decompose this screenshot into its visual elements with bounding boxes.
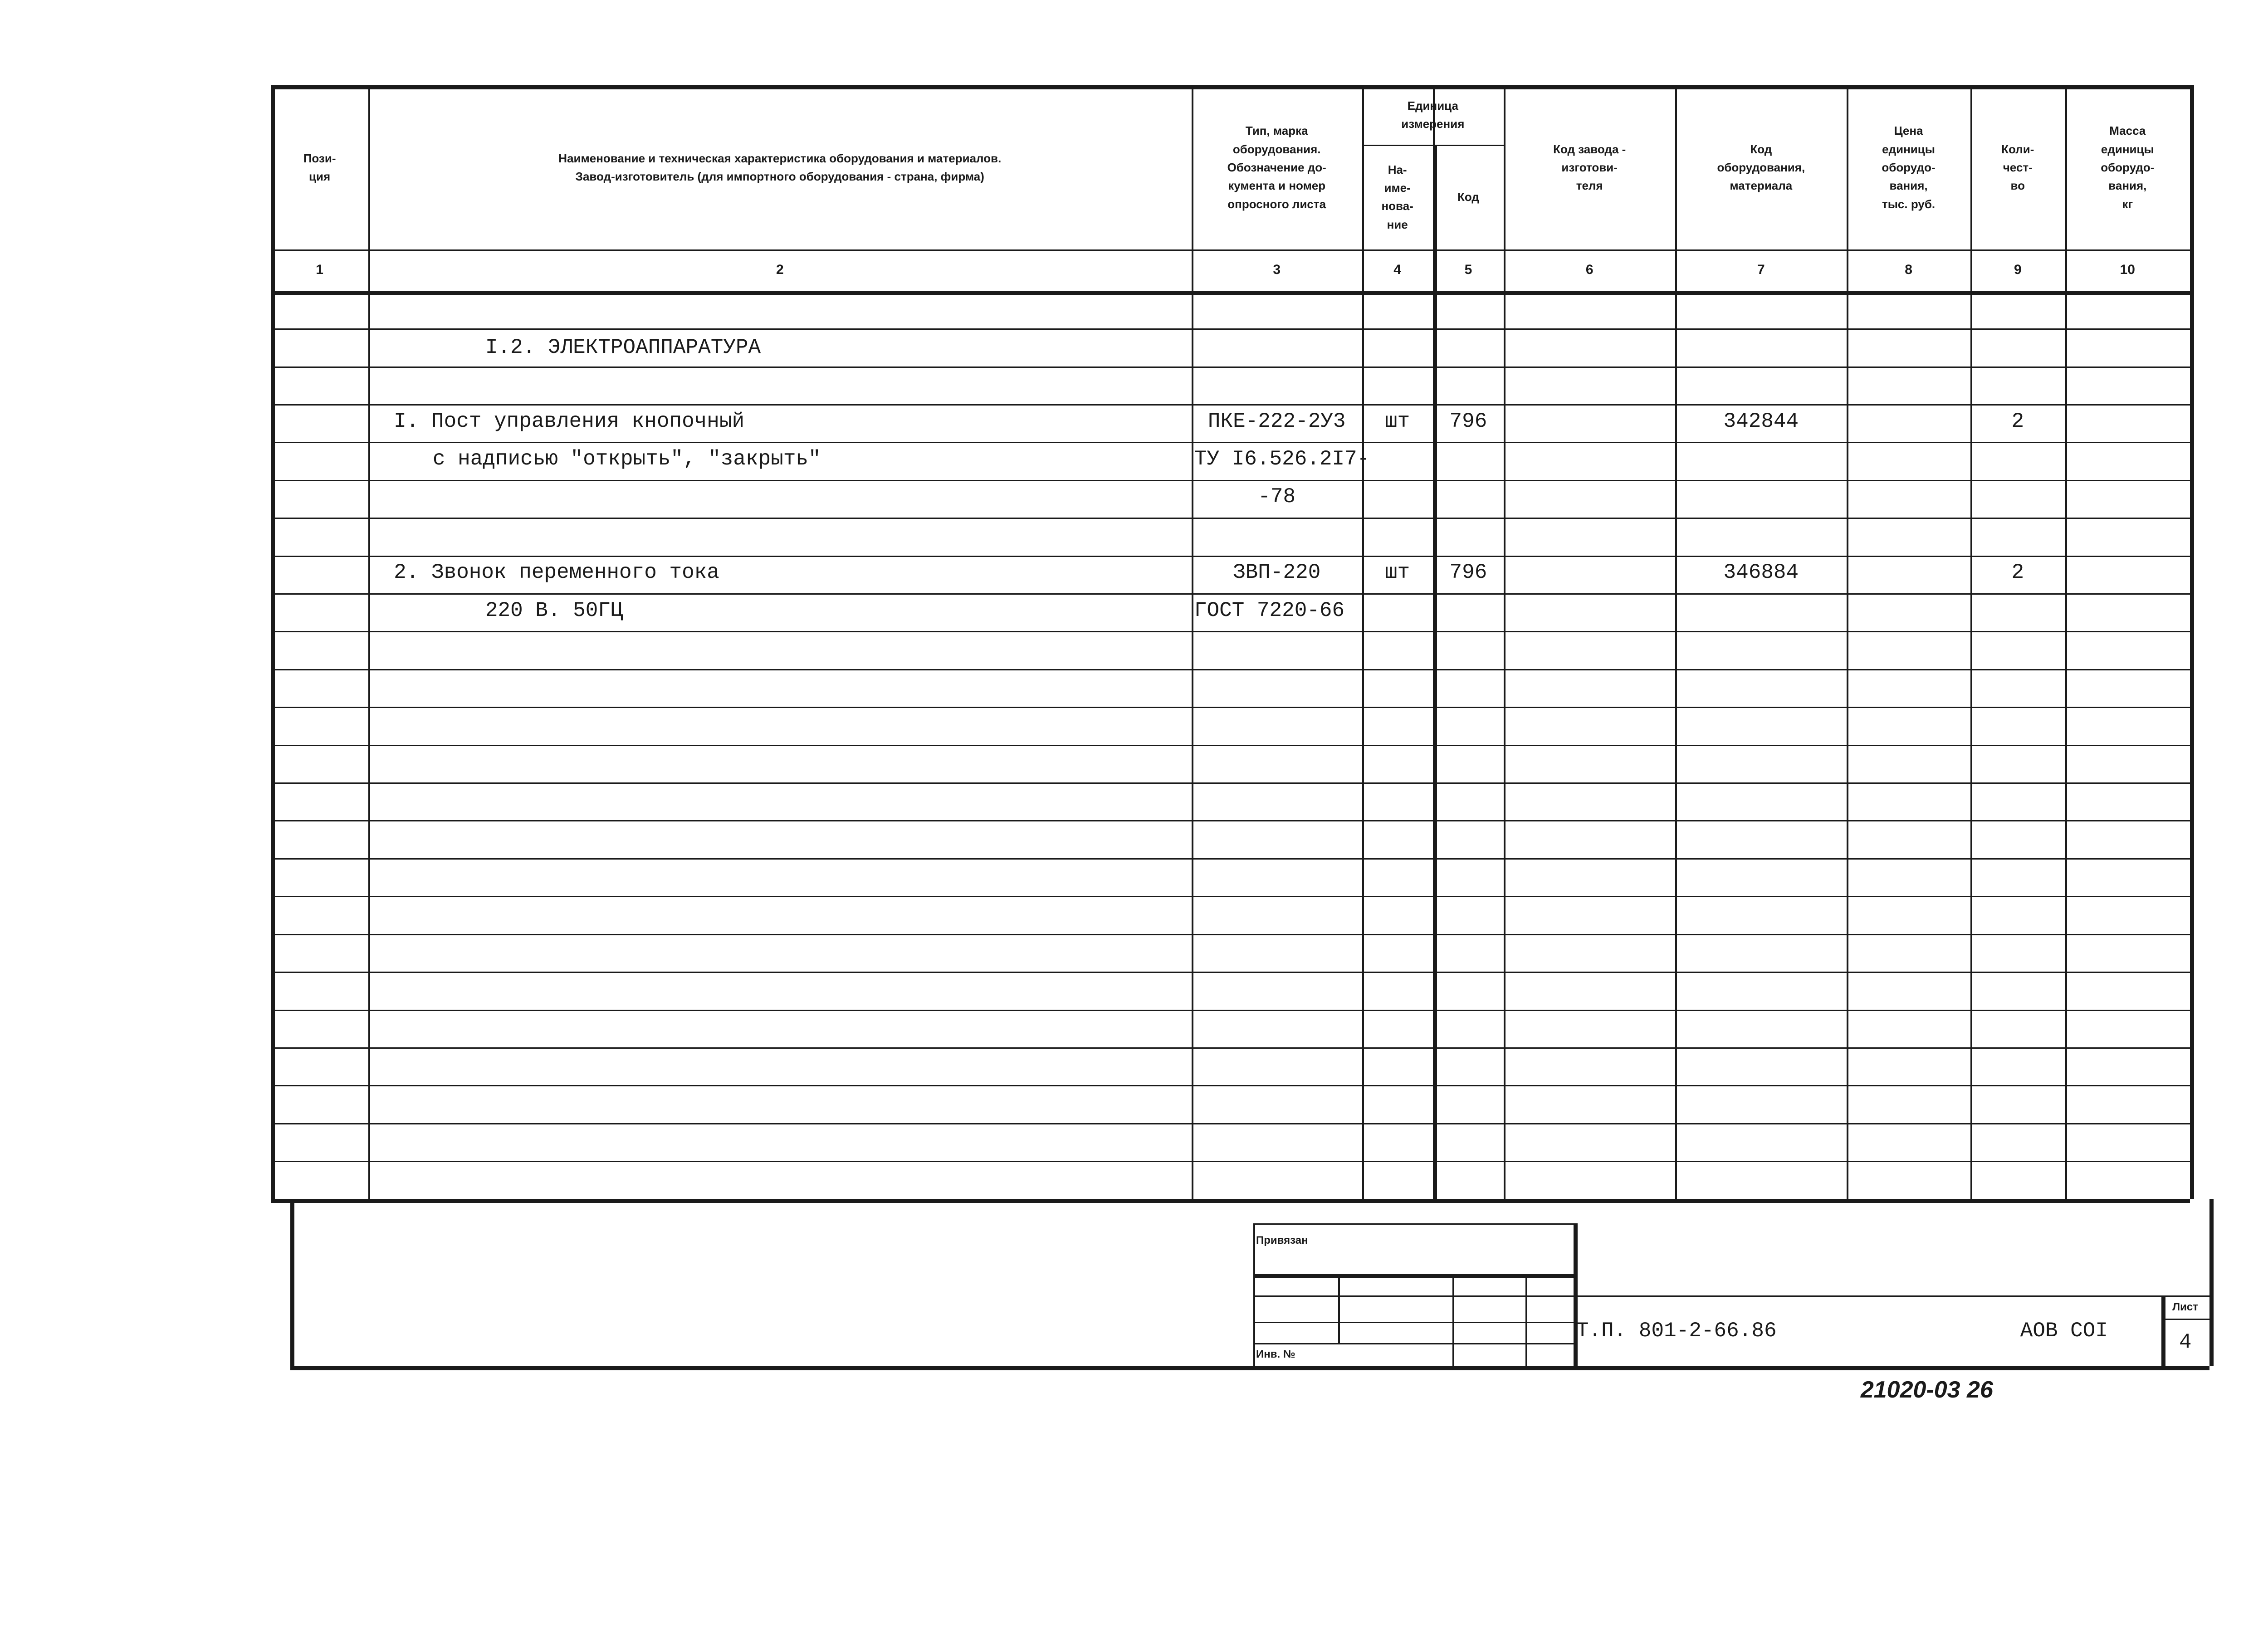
col-header-quantity-line: во — [2010, 179, 2025, 193]
section-title: I.2. ЭЛЕКТРОАППАРАТУРА — [485, 335, 761, 359]
privyazan-label: Привязан — [1256, 1234, 1308, 1246]
item-type: ПКЕ-222-2У3 — [1207, 409, 1346, 433]
item-name: I. Пост управления кнопочный — [394, 409, 745, 433]
col-header-plant-code-line: Код завода - — [1553, 142, 1626, 156]
table-row — [271, 1123, 2190, 1124]
column-number: 2 — [776, 262, 784, 278]
table-row — [271, 745, 2190, 746]
col-header-unit-price-line: Цена — [1894, 124, 1923, 138]
col-header-unit-name — [1362, 145, 1433, 250]
col-header-unit-price — [1847, 85, 1970, 249]
col-header-unit-mass-line: оборудо- — [2101, 161, 2155, 175]
col-header-equipment-code-line: материала — [1730, 179, 1793, 193]
col-header-equipment-code-line: оборудования, — [1717, 161, 1805, 175]
item-quantity: 2 — [2011, 561, 2024, 585]
col-header-unit-group — [1362, 85, 1504, 144]
col-header-type — [1192, 85, 1362, 249]
column-number: 7 — [1757, 262, 1765, 278]
inventory-number-label: Инв. № — [1256, 1348, 1295, 1361]
stamp-bottom-border — [290, 1366, 2209, 1370]
col-header-equipment-code-line: Код — [1750, 142, 1772, 156]
stamp-left-border — [290, 1199, 294, 1366]
table-row — [271, 367, 2190, 368]
col-header-unit-name-line: нова- — [1381, 199, 1413, 213]
col-header-unit-mass-line: вания, — [2108, 179, 2147, 193]
unit-subcolumn-rule — [1433, 145, 1437, 1199]
column-number: 1 — [316, 262, 323, 278]
col-header-unit-mass-line: единицы — [2101, 142, 2154, 156]
table-row — [271, 1199, 2190, 1203]
col-header-position-line: ция — [309, 170, 331, 184]
sheet-number: 4 — [2179, 1330, 2192, 1354]
col-header-unit-code-line: Код — [1457, 190, 1479, 204]
table-row — [271, 858, 2190, 860]
col-header-unit-name-line: ние — [1387, 217, 1408, 231]
column-number: 8 — [1905, 262, 1912, 278]
document-code: АОВ СОI — [2020, 1319, 2108, 1343]
col-header-unit-price-line: вания, — [1889, 179, 1928, 193]
col-header-quantity-line: Коли- — [2001, 142, 2034, 156]
table-row — [271, 1010, 2190, 1011]
col-header-position — [271, 85, 368, 249]
item-name: 2. Звонок переменного тока — [394, 561, 719, 585]
table-row — [271, 896, 2190, 897]
table-row — [271, 1047, 2190, 1049]
table-row — [271, 782, 2190, 784]
table-row — [271, 1161, 2190, 1162]
item-type: ТУ I6.526.2I7- — [1194, 447, 1370, 471]
column-number: 4 — [1393, 262, 1401, 278]
item-unit-name: шт — [1385, 561, 1410, 585]
column-rule-10 — [2190, 85, 2194, 1198]
col-header-plant-code-line: изготови- — [1561, 161, 1618, 175]
item-equipment-code: 346884 — [1723, 561, 1799, 585]
col-header-type-line: опросного листа — [1227, 197, 1326, 211]
table-row — [271, 631, 2190, 632]
item-quantity: 2 — [2011, 409, 2024, 433]
privyazan-col-rule — [1525, 1274, 1527, 1366]
col-header-quantity — [1970, 85, 2065, 249]
col-header-unit-mass-line: кг — [2122, 197, 2133, 211]
handwritten-archive-note: 21020-03 26 — [1860, 1377, 1993, 1403]
col-header-unit-price-line: тыс. руб. — [1882, 197, 1936, 211]
column-number: 3 — [1273, 262, 1281, 278]
col-header-unit-group-line: Единица — [1407, 99, 1458, 113]
col-header-type-line: кумента и номер — [1228, 179, 1326, 193]
column-number-rule — [271, 291, 2190, 295]
col-header-name-line: Наименование и техническая характеристика оборудования и материалов. — [558, 151, 1002, 165]
col-header-type-line: Тип, марка — [1245, 124, 1308, 138]
item-unit-name: шт — [1385, 409, 1410, 433]
project-designation: Т.П. 801-2-66.86 — [1576, 1319, 1777, 1343]
col-header-type-line: оборудования. — [1232, 142, 1321, 156]
col-header-unit-mass — [2065, 85, 2190, 249]
col-header-type-line: Обозначение до- — [1227, 161, 1326, 175]
table-row — [271, 669, 2190, 670]
col-header-position-line: Пози- — [303, 151, 336, 165]
column-number: 10 — [2120, 262, 2135, 278]
table-row — [271, 518, 2190, 519]
column-number: 6 — [1585, 262, 1593, 278]
privyazan-col-rule — [1452, 1274, 1454, 1366]
col-header-name — [368, 85, 1192, 249]
table-row — [271, 707, 2190, 708]
col-header-unit-group-line: измерения — [1401, 117, 1465, 131]
col-header-name-line: Завод-изготовитель (для импортного оборудования - страна, фирма) — [575, 170, 984, 184]
table-row — [271, 820, 2190, 821]
item-unit-code: 796 — [1449, 409, 1487, 433]
item-type: -78 — [1258, 485, 1296, 509]
privyazan-col-rule — [1338, 1274, 1340, 1343]
col-header-unit-name-line: име- — [1384, 181, 1411, 195]
table-row — [271, 1085, 2190, 1086]
col-header-unit-code — [1433, 145, 1504, 250]
table-row — [271, 972, 2190, 973]
col-header-equipment-code — [1675, 85, 1847, 249]
col-header-plant-code-line: теля — [1576, 179, 1603, 193]
col-header-unit-mass-line: Масса — [2109, 124, 2146, 138]
column-number: 9 — [2014, 262, 2022, 278]
stamp-right-border — [2209, 1199, 2214, 1366]
item-type: ЗВП-220 — [1233, 561, 1321, 585]
col-header-quantity-line: чест- — [2003, 161, 2033, 175]
column-number: 5 — [1464, 262, 1472, 278]
col-header-unit-price-line: оборудо- — [1882, 161, 1936, 175]
col-header-unit-price-line: единицы — [1882, 142, 1935, 156]
table-row — [271, 934, 2190, 935]
col-header-unit-name-line: На- — [1388, 162, 1407, 176]
sheet-label: Лист — [2172, 1300, 2198, 1313]
item-type: ГОСТ 7220-66 — [1194, 598, 1345, 622]
item-unit-code: 796 — [1449, 561, 1487, 585]
item-equipment-code: 342844 — [1723, 409, 1799, 433]
item-name: с надписью "открыть", "закрыть" — [432, 447, 821, 471]
col-header-plant-code — [1504, 85, 1675, 249]
item-name: 220 В. 50ГЦ — [485, 598, 623, 622]
